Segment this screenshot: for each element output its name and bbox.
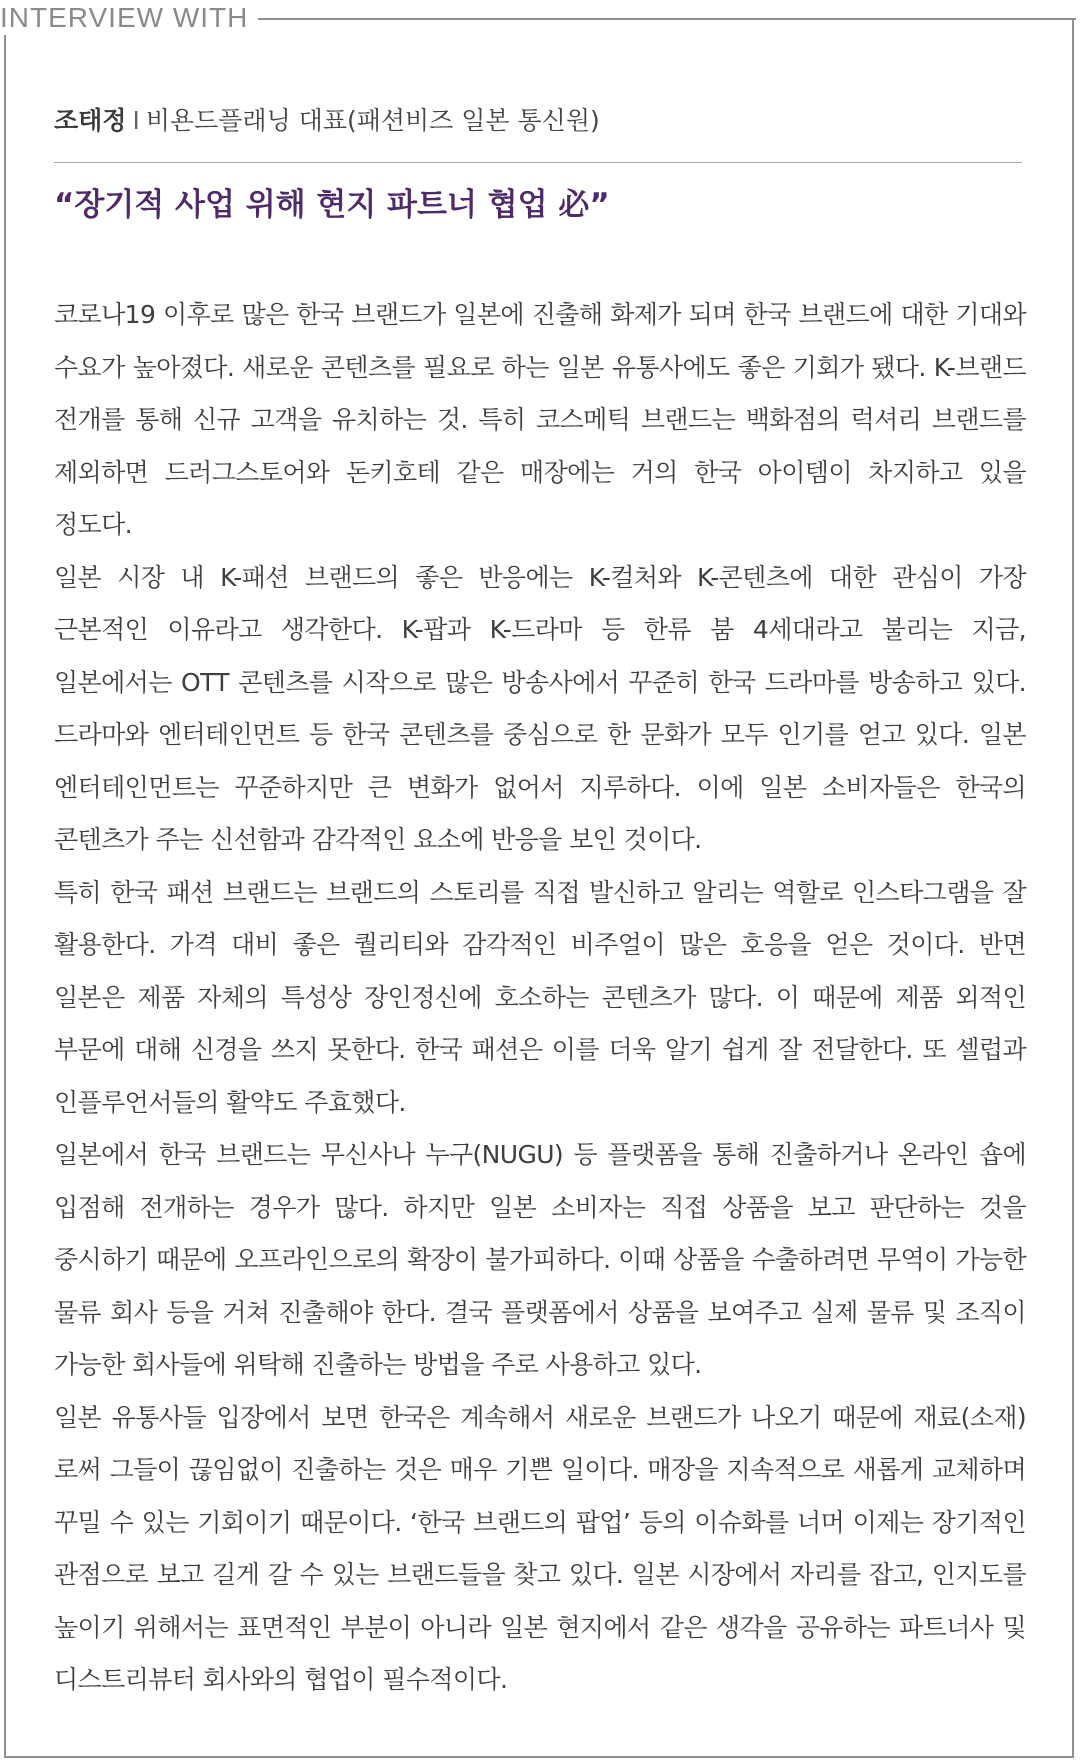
byline — [54, 104, 600, 138]
frame-top-rule — [258, 18, 1076, 20]
article-headline: “장기적 사업 위해 현지 파트너 협업 必” — [54, 187, 610, 223]
body-paragraph: 일본 시장 내 K-패션 브랜드의 좋은 반응에는 K-컬처와 K-콘텐츠에 대한 관심이 가장 근본적인 이유라고 생각한다. K-팝과 K-드라마 등 한류 붐 4세대라고 불리는 지금, 일본에서는 OTT 콘텐츠를 시작으로 많은 방송사에서 꾸준히 한국 드라마를 방송하고 있다. 드라마와 엔터테인먼트 등 한국 콘텐츠를 중심으로 한 문화가 모두 인기를 얻고 있다. 일본 엔터테인먼트는 꾸준하지만 큰 변화가 없어서 지루하다. 이에 일본 소비자들은 한국의 콘텐츠가 주는 신선함과 감각적인 요소에 반응을 보인 것이다. — [54, 562, 1026, 854]
interviewee-name: 조태정 — [54, 106, 127, 135]
body-paragraph: 코로나19 이후로 많은 한국 브랜드가 일본에 진출해 화제가 되며 한국 브랜드에 대한 기대와 수요가 높아졌다. 새로운 콘텐츠를 필요로 하는 일본 유통사에도 좋은 기회가 됐다. K-브랜드 전개를 통해 신규 고객을 유치하는 것. 특히 코스메틱 브랜드는 백화점의 럭셔리 브랜드를 제외하면 드러그스토어와 돈키호테 같은 매장에는 거의 한국 아이템이 차지하고 있을 정도다. — [54, 300, 1026, 539]
body-paragraph: 특히 한국 패션 브랜드는 브랜드의 스토리를 직접 발신하고 알리는 역할로 인스타그램을 잘 활용한다. 가격 대비 좋은 퀄리티와 감각적인 비주얼이 많은 호응을 얻은 것이다. 반면 일본은 제품 자체의 특성상 장인정신에 호소하는 콘텐츠가 많다. 이 때문에 제품 외적인 부문에 대해 신경을 쓰지 못한다. 한국 패션은 이를 더욱 알기 쉽게 잘 전달한다. 또 셀럽과 인플루언서들의 활약도 주효했다. — [54, 877, 1026, 1117]
body-paragraph: 일본에서 한국 브랜드는 무신사나 누구(NUGU) 등 플랫폼을 통해 진출하거나 온라인 숍에 입점해 전개하는 경우가 많다. 하지만 일본 소비자는 직접 상품을 보고 판단하는 것을 중시하기 때문에 오프라인으로의 확장이 불가피하다. 이때 상품을 수출하려면 무역이 가능한 물류 회사 등을 거쳐 진출해야 한다. 결국 플랫폼에서 상품을 보여주고 실제 물류 및 조직이 가능한 회사들에 위탁해 진출하는 방법을 주로 사용하고 있다. — [54, 1140, 1026, 1379]
article-body — [54, 289, 1026, 1707]
section-label: INTERVIEW WITH — [0, 1, 254, 35]
byline-separator: I — [132, 106, 140, 135]
byline-divider — [54, 162, 1022, 163]
body-paragraph: 일본 유통사들 입장에서 보면 한국은 계속해서 새로운 브랜드가 나오기 때문에 재료(소재)로써 그들이 끊임없이 진출하는 것은 매우 기쁜 일이다. 매장을 지속적으로 새롭게 교체하며 꾸밀 수 있는 기회이기 때문이다. ‘한국 브랜드의 팝업’ 등의 이슈화를 너머 이제는 장기적인 관점으로 보고 길게 갈 수 있는 브랜드들을 찾고 있다. 일본 시장에서 자리를 잡고, 인지도를 높이기 위해서는 표면적인 부분이 아니라 일본 현지에서 같은 생각을 공유하는 파트너사 및 디스트리뷰터 회사와의 협업이 필수적이다. — [54, 1402, 1026, 1694]
interviewee-role: 비욘드플래닝 대표(패션비즈 일본 통신원) — [145, 106, 600, 135]
